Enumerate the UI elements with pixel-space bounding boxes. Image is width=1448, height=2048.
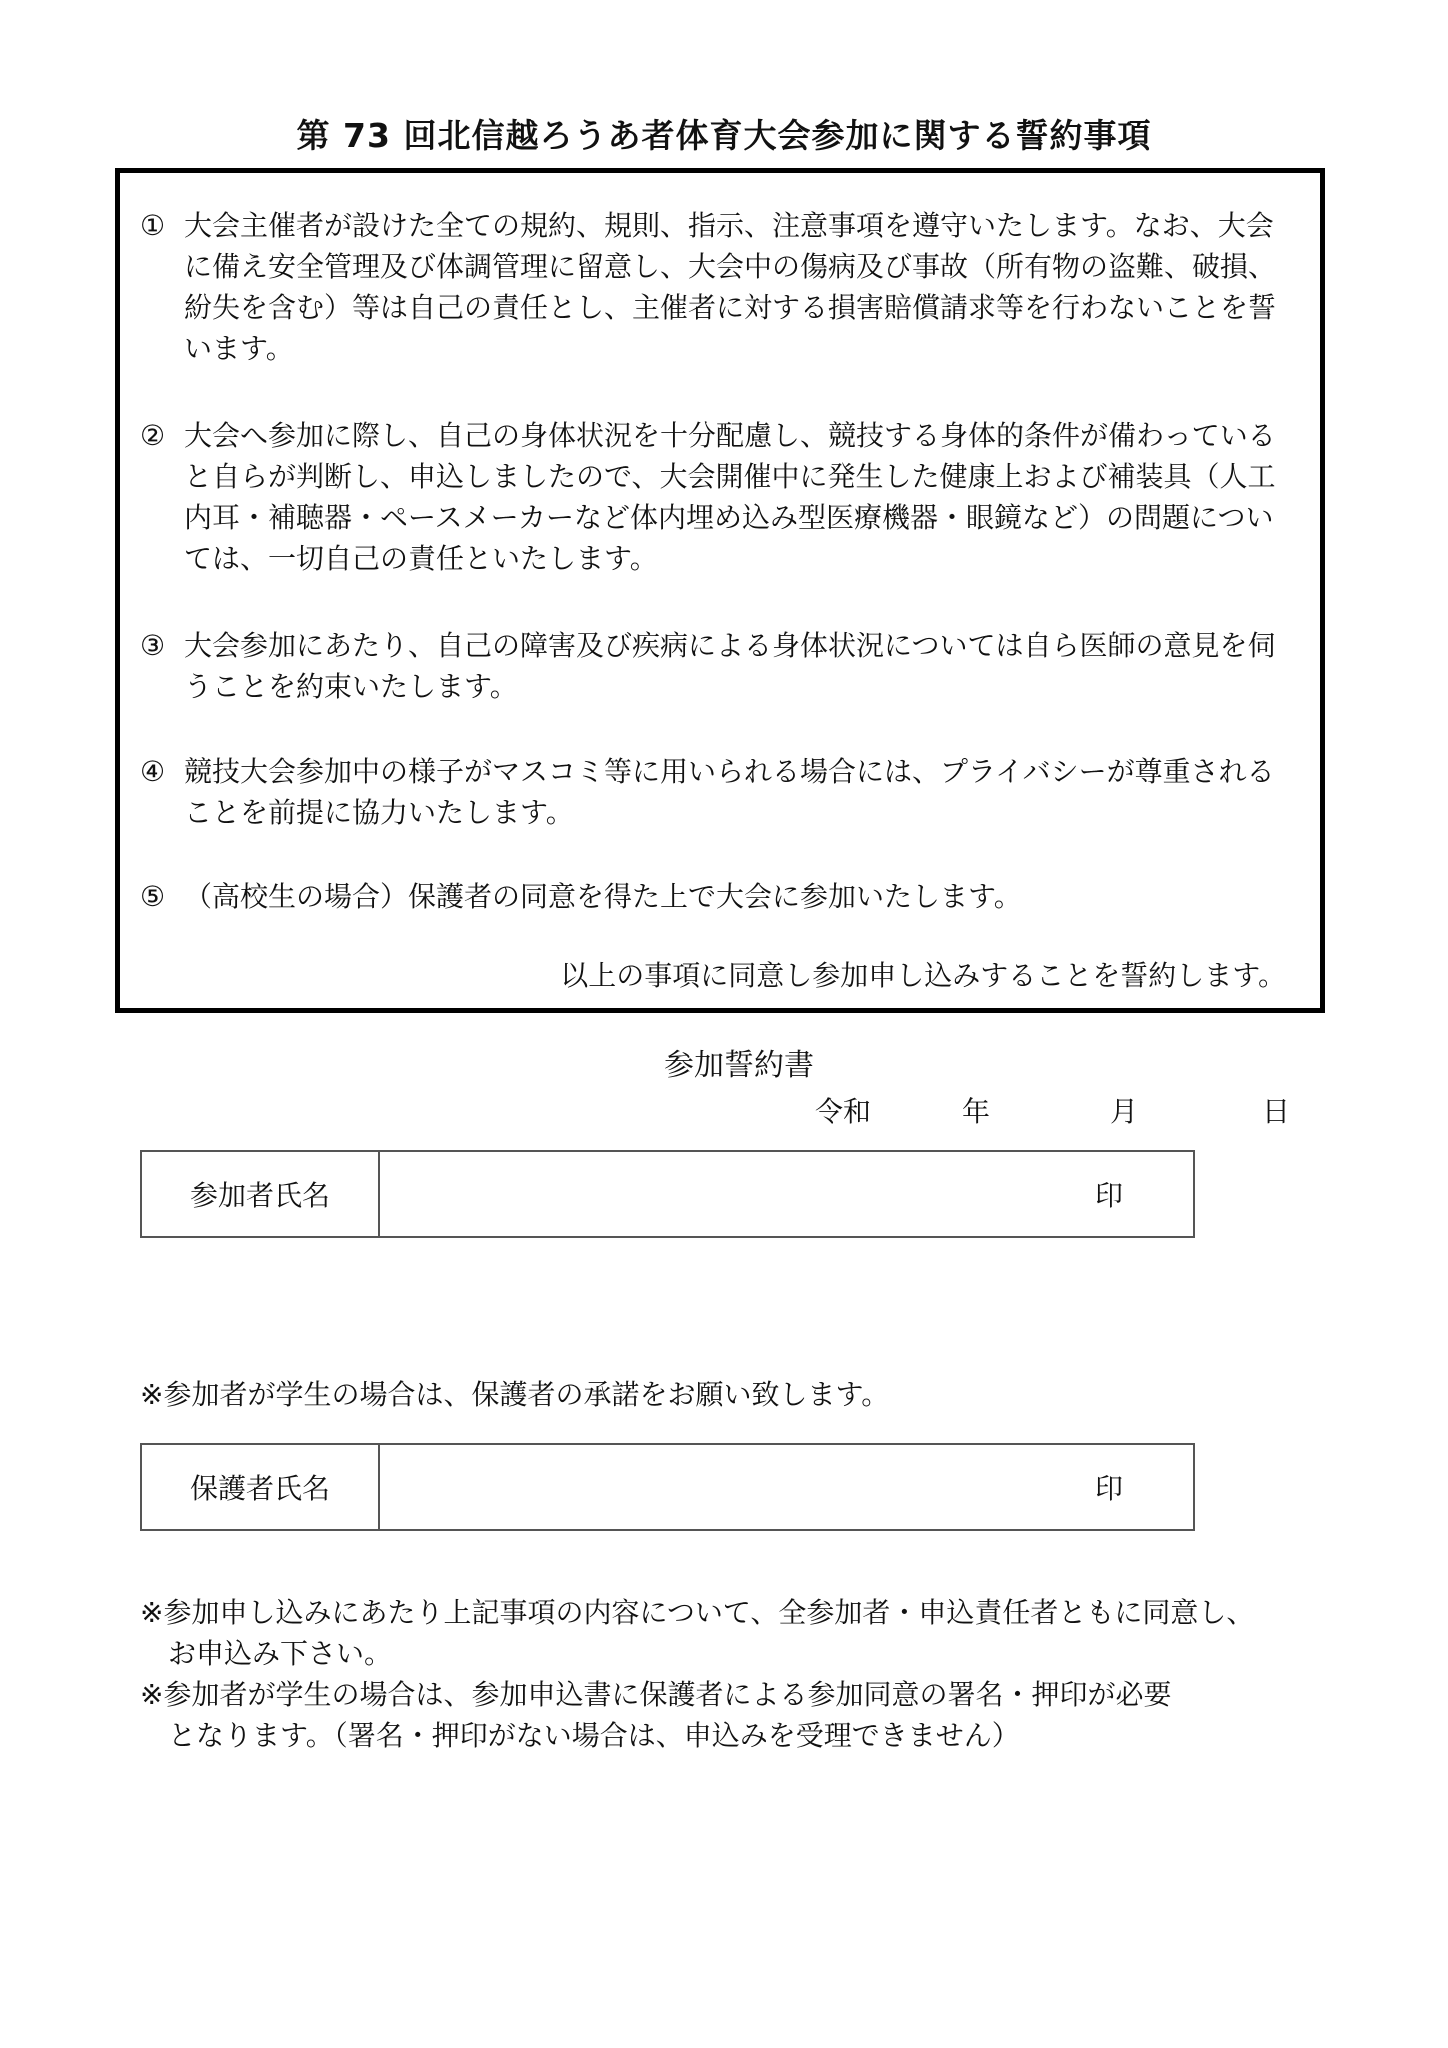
form-heading: 参加誓約書 <box>664 1048 814 1083</box>
footer-note-1-line2: お申込み下さい。 <box>168 1637 393 1670</box>
participant-name-label: 参加者氏名 <box>142 1152 380 1236</box>
student-consent-note: ※参加者が学生の場合は、保護者の承諾をお願い致します。 <box>140 1378 890 1411</box>
footer-note-2-line2: となります。（署名・押印がない場合は、申込みを受理できません） <box>168 1719 1020 1752</box>
pledge-item-3 <box>140 625 1300 707</box>
date-month: 月 <box>1110 1095 1139 1128</box>
pledge-item-1 <box>140 205 1300 369</box>
pledge-item-2 <box>140 415 1300 579</box>
guardian-name-label: 保護者氏名 <box>142 1445 380 1529</box>
pledge-number: ⑤ <box>140 880 166 913</box>
pledge-number: ④ <box>140 755 166 788</box>
pledge-box <box>115 168 1325 1013</box>
participant-seal-mark: 印 <box>1094 1179 1123 1212</box>
pledge-text: 大会へ参加に際し、自己の身体状況を十分配慮し、競技する身体的条件が備わっていると自らが判断し、申込しましたので、大会開催中に発生した健康上および補装具（人工内耳・補聴器・ペースメーカーなど体内埋め込み型医療機器・眼鏡など）の問題については、一切自己の責任といたします。 <box>184 419 1276 575</box>
participant-name-table <box>140 1150 1195 1238</box>
pledge-item-5 <box>140 876 1300 917</box>
pledge-text: （高校生の場合）保護者の同意を得た上で大会に参加いたします。 <box>184 880 1022 913</box>
footer-note-1 <box>140 1592 1340 1674</box>
closing-statement: 以上の事項に同意し参加申し込みすることを誓約します。 <box>560 959 1286 992</box>
footer-note-2-line1: ※参加者が学生の場合は、参加申込書に保護者による参加同意の署名・押印が必要 <box>140 1678 1172 1711</box>
guardian-name-table <box>140 1443 1195 1531</box>
date-era: 令和 <box>815 1095 872 1128</box>
pledge-number: ③ <box>140 629 166 662</box>
participant-name-field[interactable] <box>380 1152 1193 1236</box>
footer-note-1-line1: ※参加申し込みにあたり上記事項の内容について、全参加者・申込責任者ともに同意し、 <box>140 1596 1255 1629</box>
pledge-number: ① <box>140 209 166 242</box>
footer-note-2 <box>140 1674 1340 1756</box>
pledge-text: 大会参加にあたり、自己の障害及び疾病による身体状況については自ら医師の意見を伺うことを約束いたします。 <box>184 629 1276 703</box>
date-day: 日 <box>1262 1095 1291 1128</box>
date-year: 年 <box>962 1095 991 1128</box>
pledge-number: ② <box>140 419 166 452</box>
document-title: 第 73 回北信越ろうあ者体育大会参加に関する誓約事項 <box>296 116 1152 155</box>
pledge-text: 大会主催者が設けた全ての規約、規則、指示、注意事項を遵守いたします。なお、大会に備え安全管理及び体調管理に留意し、大会中の傷病及び事故（所有物の盗難、破損、紛失を含む）等は自己の責任とし、主催者に対する損害賠償請求等を行わないことを誓います。 <box>184 209 1277 365</box>
guardian-seal-mark: 印 <box>1094 1472 1123 1505</box>
pledge-item-4 <box>140 751 1300 833</box>
pledge-text: 競技大会参加中の様子がマスコミ等に用いられる場合には、プライバシーが尊重されることを前提に協力いたします。 <box>184 755 1275 829</box>
guardian-name-field[interactable] <box>380 1445 1193 1529</box>
